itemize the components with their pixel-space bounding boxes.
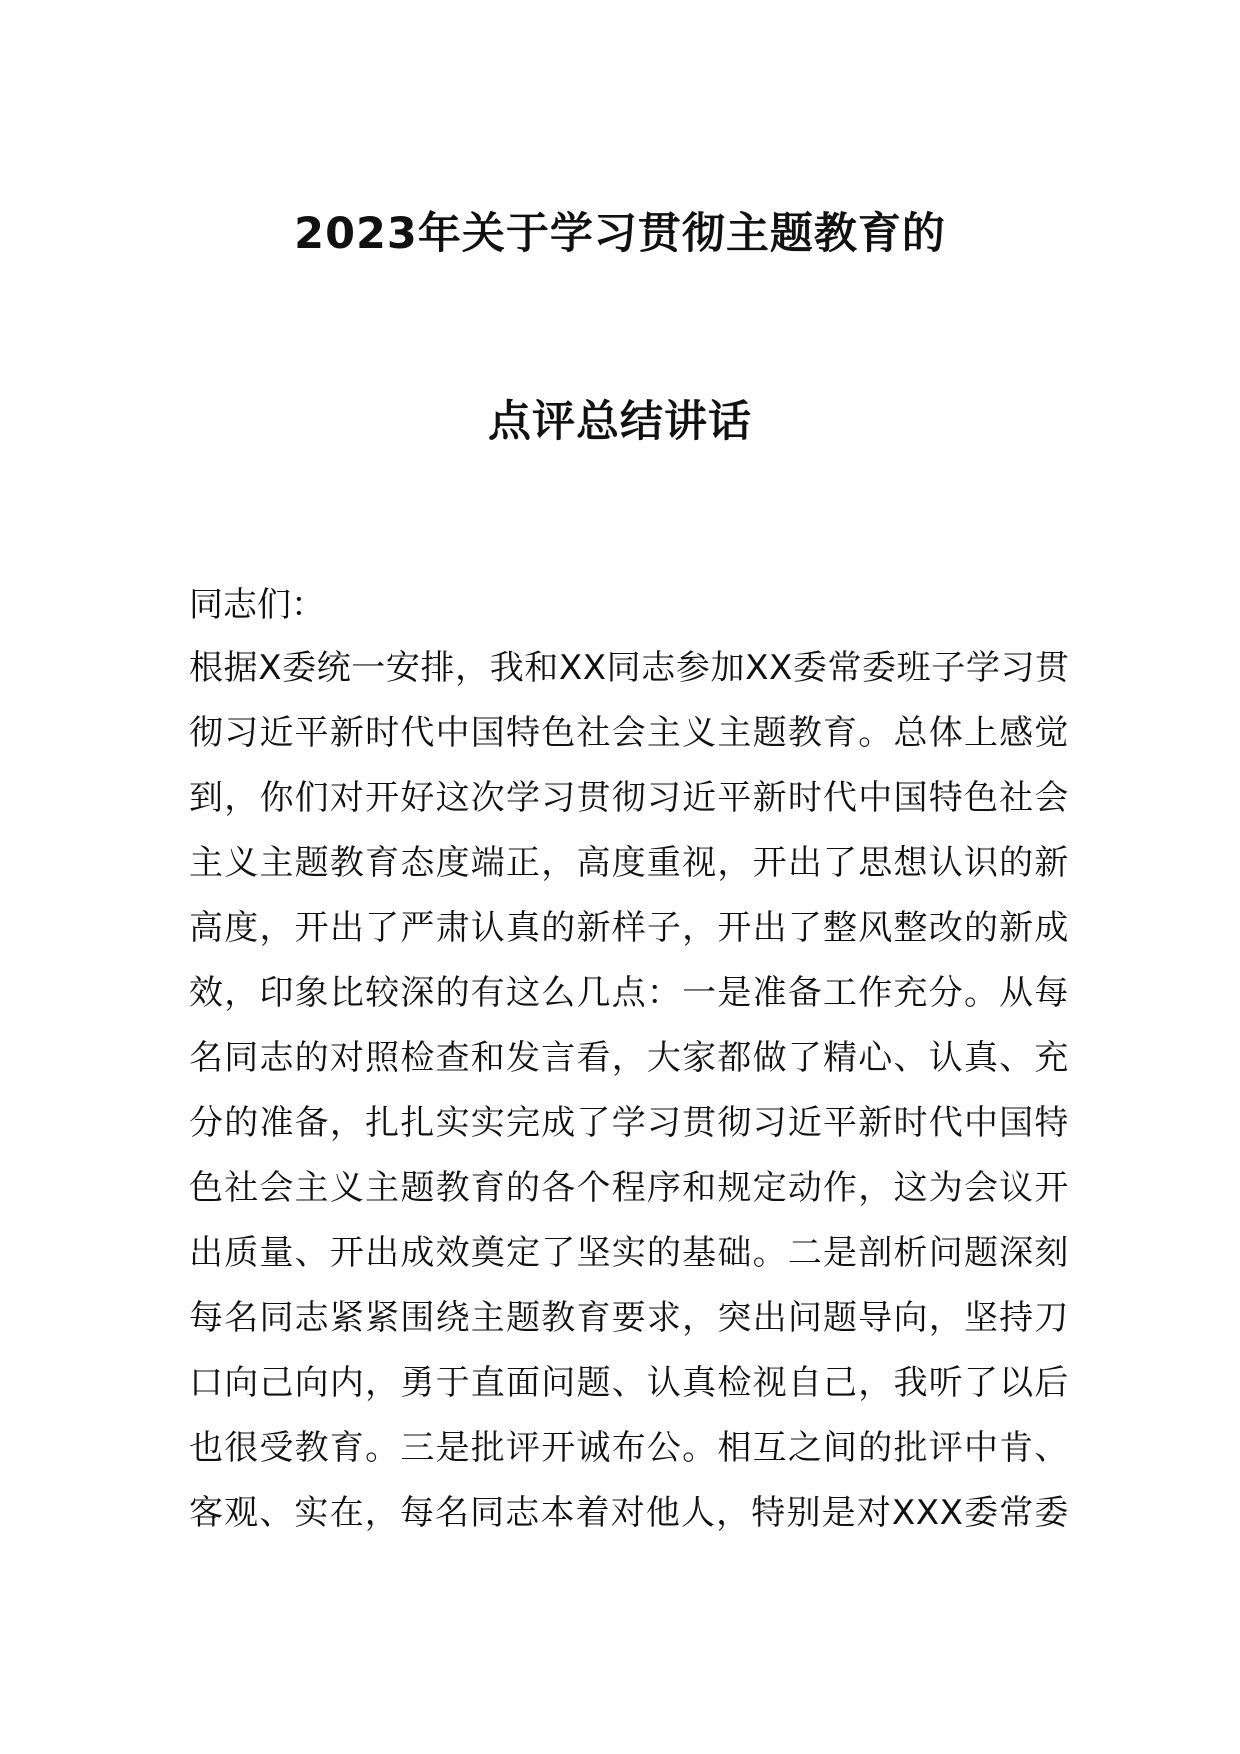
body-line: 分的准备，扎扎实实完成了学习贯彻习近平新时代中国特 <box>189 1103 1069 1143</box>
body-line: 彻习近平新时代中国特色社会主义主题教育。总体上感觉 <box>189 713 1069 753</box>
body-line: 出质量、开出成效奠定了坚实的基础。二是剖析问题深刻 <box>189 1233 1069 1273</box>
salutation: 同志们： <box>189 585 325 625</box>
body-line: 每名同志紧紧围绕主题教育要求，突出问题导向，坚持刀 <box>189 1298 1069 1338</box>
body-line: 色社会主义主题教育的各个程序和规定动作，这为会议开 <box>189 1168 1069 1208</box>
body-line: 口向己向内，勇于直面问题、认真检视自己，我听了以后 <box>189 1363 1069 1403</box>
body-line: 也很受教育。三是批评开诚布公。相互之间的批评中肯、 <box>189 1428 1069 1468</box>
body-line: 效，印象比较深的有这么几点：一是准备工作充分。从每 <box>189 973 1069 1013</box>
body-paragraph <box>189 643 1069 1553</box>
body-line: 客观、实在，每名同志本着对他人，特别是对XXX委常委 <box>189 1493 1069 1533</box>
body-line: 高度，开出了严肃认真的新样子，开出了整风整改的新成 <box>189 908 1069 948</box>
body-line: 根据X委统一安排，我和XX同志参加XX委常委班子学习贯 <box>189 648 1070 688</box>
document-title-line-2: 点评总结讲话 <box>488 397 752 447</box>
document-title-line-1: 2023年关于学习贯彻主题教育的 <box>294 209 946 259</box>
body-line: 到，你们对开好这次学习贯彻习近平新时代中国特色社会 <box>189 778 1069 818</box>
body-line: 名同志的对照检查和发言看，大家都做了精心、认真、充 <box>189 1038 1069 1078</box>
body-line: 主义主题教育态度端正，高度重视，开出了思想认识的新 <box>189 843 1069 883</box>
